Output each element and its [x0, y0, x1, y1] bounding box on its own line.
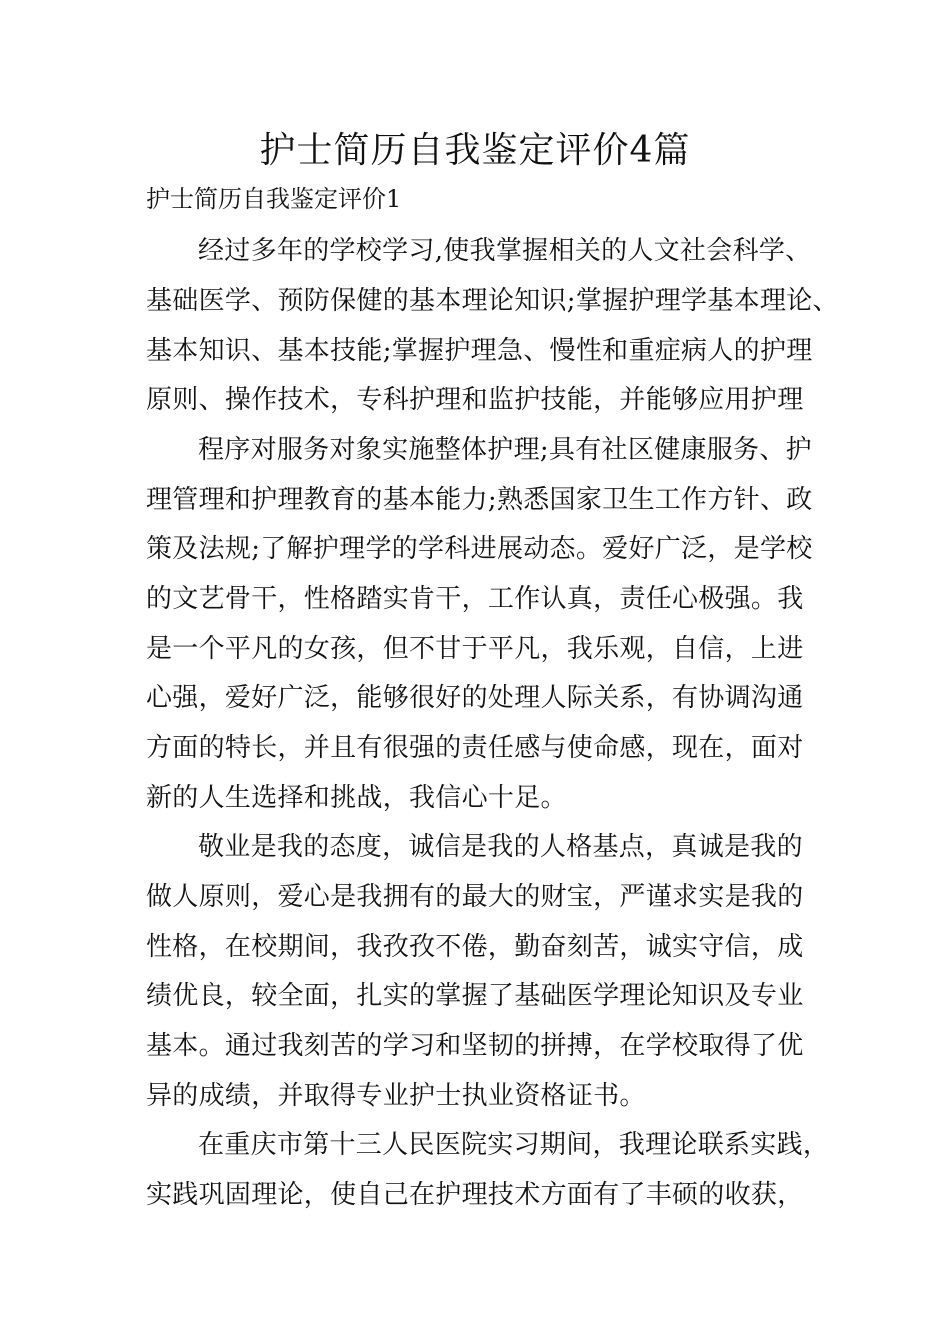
text-line: 敬业是我的态度，诚信是我的人格基点，真诚是我的 — [198, 832, 803, 862]
section-heading: 护士简历自我鉴定评价1 — [146, 185, 402, 213]
text-line: 在重庆市第十三人民医院实习期间，我理论联系实践， — [198, 1130, 830, 1160]
text-line: 经过多年的学校学习,使我掌握相关的人文社会科学、 — [198, 236, 812, 266]
text-line: 基本。通过我刻苦的学习和坚韧的拼搏，在学校取得了优 — [146, 1031, 804, 1061]
text-line: 心强，爱好广泛，能够很好的处理人际关系，有协调沟通 — [146, 683, 804, 713]
text-line: 理管理和护理教育的基本能力;熟悉国家卫生工作方针、政 — [146, 485, 813, 515]
text-line: 基础医学、预防保健的基本理论知识;掌握护理学基本理论、 — [146, 286, 839, 316]
text-line: 做人原则，爱心是我拥有的最大的财宝，严谨求实是我的 — [146, 882, 804, 912]
text-line: 性格，在校期间，我孜孜不倦，勤奋刻苦，诚实守信，成 — [146, 932, 804, 962]
text-line: 基本知识、基本技能;掌握护理急、慢性和重症病人的护理 — [146, 336, 813, 366]
text-line: 实践巩固理论，使自己在护理技术方面有了丰硕的收获， — [146, 1180, 804, 1210]
document-title: 护士简历自我鉴定评价4篇 — [259, 130, 691, 171]
text-line: 异的成绩，并取得专业护士执业资格证书。 — [146, 1081, 646, 1111]
text-line: 原则、操作技术，专科护理和监护技能，并能够应用护理 — [146, 385, 804, 415]
text-line: 绩优良，较全面，扎实的掌握了基础医学理论知识及专业 — [146, 981, 804, 1011]
text-line: 的文艺骨干，性格踏实肯干，工作认真，责任心极强。我 — [146, 584, 804, 614]
text-line: 策及法规;了解护理学的学科进展动态。爱好广泛，是学校 — [146, 534, 813, 564]
text-line: 方面的特长，并且有很强的责任感与使命感，现在，面对 — [146, 733, 804, 763]
text-line: 新的人生选择和挑战，我信心十足。 — [146, 783, 567, 813]
text-line: 是一个平凡的女孩，但不甘于平凡，我乐观，自信，上进 — [146, 634, 804, 664]
text-line: 程序对服务对象实施整体护理;具有社区健康服务、护 — [198, 435, 812, 465]
